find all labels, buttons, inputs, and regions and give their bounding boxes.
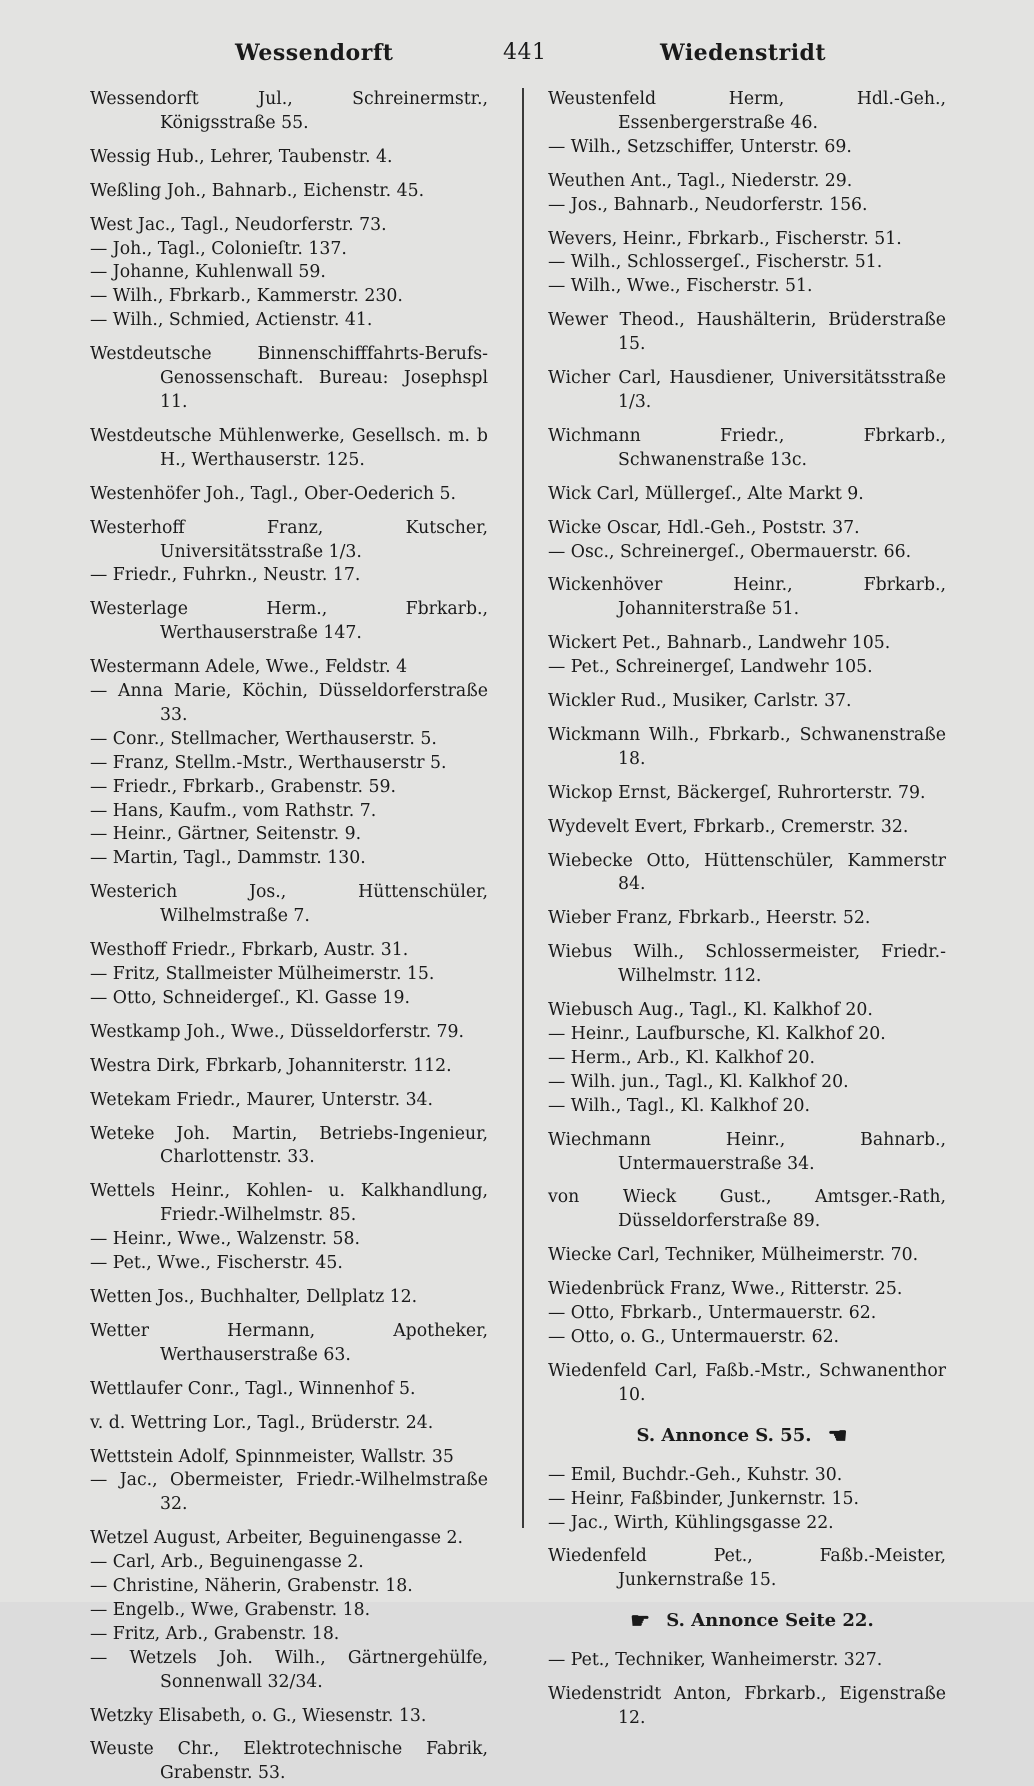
directory-entry: — Otto, o. G., Untermauerstr. 62. [548, 1326, 840, 1347]
directory-entry: — Engelb., Wwe, Grabenstr. 18. [90, 1599, 371, 1620]
right-column-entries-a [548, 88, 946, 1408]
directory-entry: Wiedenfeld Carl, Faßb.-Mstr., Schwanenthor 10. [548, 1360, 946, 1405]
left-column [90, 88, 488, 1786]
directory-entry: — Wilh., Schmied, Actienstr. 41. [90, 310, 373, 331]
directory-entry: — Wilh. jun., Tagl., Kl. Kalkhof 20. [548, 1071, 849, 1092]
directory-entry: Wydevelt Evert, Fbrkarb., Cremerstr. 32. [548, 816, 909, 837]
directory-entry: Wetten Jos., Buchhalter, Dellplatz 12. [90, 1286, 418, 1307]
directory-entry: — Jac., Wirth, Kühlingsgasse 22. [548, 1512, 834, 1533]
page-number: 441 [503, 40, 547, 65]
directory-entry: — Wilh., Setzschiffer, Unterstr. 69. [548, 136, 852, 157]
directory-entry: Westhoff Friedr., Fbrkarb, Austr. 31. [90, 940, 409, 961]
directory-entry: — Fritz, Stallmeister Mülheimerstr. 15. [90, 964, 435, 984]
directory-entry: Wicke Oscar, Hdl.-Geh., Poststr. 37. [548, 517, 860, 538]
directory-entry: Wiechmann Heinr., Bahnarb., Untermauerstraße 34. [548, 1129, 946, 1174]
annonce-notice-1 [548, 1424, 946, 1448]
directory-entry: — Jos., Bahnarb., Neudorferstr. 156. [548, 194, 868, 215]
directory-entry: — Christine, Näherin, Grabenstr. 18. [90, 1576, 413, 1597]
directory-entry: West Jac., Tagl., Neudorferstr. 73. [90, 214, 387, 235]
right-column-entries-c [548, 1649, 946, 1731]
directory-entry: Weuthen Ant., Tagl., Niederstr. 29. [548, 170, 853, 191]
directory-entry: — Friedr., Fuhrkn., Neustr. 17. [90, 565, 361, 586]
directory-entry: Weteke Joh. Martin, Betriebs-Ingenieur, Charlottenstr. 33. [90, 1123, 488, 1168]
directory-entry: Wicher Carl, Hausdiener, Universitätsstraße 1/3. [548, 368, 946, 412]
directory-entry: — Franz, Stellm.-Mstr., Werthauserstr 5. [90, 752, 447, 773]
directory-entry: Wettstein Adolf, Spinnmeister, Wallstr. 35 [90, 1446, 454, 1467]
directory-entry: — Conr., Stellmacher, Werthauserstr. 5. [90, 728, 437, 749]
directory-entry: Wickmann Wilh., Fbrkarb., Schwanenstraße 18. [548, 724, 946, 769]
directory-entry: Wettlaufer Conr., Tagl., Winnenhof 5. [90, 1378, 416, 1399]
directory-entry: Westerhoff Franz, Kutscher, Universitätsstraße 1/3. [90, 517, 488, 562]
directory-entry: — Pet., Wwe., Fischerstr. 45. [90, 1253, 343, 1274]
directory-entry: — Wilh., Wwe., Fischerstr. 51. [548, 276, 813, 297]
directory-entry: — Joh., Tagl., Colonieſtr. 137. [90, 238, 347, 259]
directory-entry: Westermann Adele, Wwe., Feldstr. 4 [90, 657, 408, 678]
page-header [0, 40, 1034, 72]
directory-entry: Wickop Ernst, Bäckergeſ, Ruhrorterstr. 79. [548, 782, 926, 803]
directory-entry: Wieber Franz, Fbrkarb., Heerstr. 52. [548, 908, 871, 929]
right-column-entries-b [548, 1464, 946, 1594]
directory-entry: — Friedr., Fbrkarb., Grabenstr. 59. [90, 776, 397, 797]
directory-entry: — Herm., Arb., Kl. Kalkhof 20. [548, 1047, 816, 1068]
directory-entry: Wiebusch Aug., Tagl., Kl. Kalkhof 20. [548, 1000, 873, 1021]
directory-entry: Weßling Joh., Bahnarb., Eichenstr. 45. [90, 180, 425, 201]
directory-entry: Westdeutsche Mühlenwerke, Gesellsch. m. b H., Werthauserstr. 125. [90, 425, 488, 470]
directory-entry: — Wilh., Schlossergeſ., Fischerstr. 51. [548, 252, 883, 273]
pointing-hand-icon: ☛ [630, 1608, 650, 1635]
directory-entry: — Wilh., Tagl., Kl. Kalkhof 20. [548, 1095, 810, 1116]
directory-entry: Wetzel August, Arbeiter, Beguinengasse 2. [90, 1528, 463, 1549]
directory-entry: Wichmann Friedr., Fbrkarb., Schwanenstraße 13c. [548, 425, 946, 470]
directory-entry: — Heinr., Gärtner, Seitenstr. 9. [90, 824, 362, 845]
directory-entry: — Heinr, Faßbinder, Junkernstr. 15. [548, 1488, 860, 1509]
directory-entry: Westerich Jos., Hüttenschüler, Wilhelmstraße 7. [90, 882, 488, 927]
directory-entry: Westkamp Joh., Wwe., Düsseldorferstr. 79. [90, 1021, 465, 1042]
directory-entry: Wiedenfeld Pet., Faßb.-Meister, Junkernstraße 15. [548, 1546, 946, 1591]
directory-entry: Wick Carl, Müllergeſ., Alte Markt 9. [548, 483, 864, 504]
directory-entry: Wewer Theod., Haushälterin, Brüderstraße 15. [548, 310, 946, 355]
annonce-text-2: S. Annonce Seite 22. [666, 1610, 874, 1632]
directory-entry: Wiedenbrück Franz, Wwe., Ritterstr. 25. [548, 1279, 903, 1300]
directory-entry: — Hans, Kaufm., vom Rathstr. 7. [90, 800, 377, 821]
directory-entry: — Heinr., Laufbursche, Kl. Kalkhof 20. [548, 1024, 886, 1044]
directory-entry: — Osc., Schreinergeſ., Obermauerstr. 66. [548, 541, 912, 562]
directory-entry: — Pet., Schreinergeſ, Landwehr 105. [548, 657, 873, 678]
directory-entry: Wetter Hermann, Apotheker, Werthauserstraße 63. [90, 1320, 488, 1365]
directory-entry: Wetzky Elisabeth, o. G., Wiesenstr. 13. [90, 1705, 427, 1726]
directory-entry: — Johanne, Kuhlenwall 59. [90, 262, 326, 283]
directory-entry: Wickenhöver Heinr., Fbrkarb., Johanniterstraße 51. [548, 575, 946, 620]
directory-entry: Westenhöfer Joh., Tagl., Ober-Oederich 5. [90, 483, 456, 504]
directory-entry: Wessendorft Jul., Schreinermstr., Königsstraße 55. [90, 89, 488, 133]
header-right-keyword: Wiedenstridt [660, 40, 827, 66]
directory-entry: Wetekam Friedr., Maurer, Unterstr. 34. [90, 1089, 434, 1110]
directory-entry: Westerlage Herm., Fbrkarb., Werthauserstraße 147. [90, 599, 488, 644]
annonce-notice-2 [548, 1609, 946, 1633]
directory-entry: Westdeutsche Binnenschifffahrts-Berufs-Genossenschaft. Bureau: Josephspl 11. [90, 344, 488, 412]
directory-entry: — Otto, Schneidergeſ., Kl. Gasse 19. [90, 987, 410, 1008]
directory-entry: — Carl, Arb., Beguinengasse 2. [90, 1552, 364, 1573]
directory-entry: Wickler Rud., Musiker, Carlstr. 37. [548, 691, 852, 712]
directory-entry: Wickert Pet., Bahnarb., Landwehr 105. [548, 633, 891, 654]
directory-entry: Westra Dirk, Fbrkarb, Johanniterstr. 112. [90, 1055, 452, 1076]
column-divider [522, 88, 524, 1528]
directory-entry: v. d. Wettring Lor., Tagl., Brüderstr. 24. [90, 1412, 434, 1433]
directory-entry: — Emil, Buchdr.-Geh., Kuhstr. 30. [548, 1464, 843, 1485]
directory-entry: — Fritz, Arb., Grabenstr. 18. [90, 1623, 340, 1644]
directory-entry: Wevers, Heinr., Fbrkarb., Fischerstr. 51. [548, 228, 902, 249]
directory-entry: von Wieck Gust., Amtsger.-Rath, Düsseldorferstraße 89. [548, 1187, 946, 1232]
directory-entry: — Wilh., Fbrkarb., Kammerstr. 230. [90, 286, 403, 307]
directory-entry: — Heinr., Wwe., Walzenstr. 58. [90, 1229, 361, 1250]
directory-entry: — Pet., Techniker, Wanheimerstr. 327. [548, 1650, 883, 1671]
directory-entry: Weuste Chr., Elektrotechnische Fabrik, Grabenstr. 53. [90, 1739, 488, 1784]
directory-entry: — Martin, Tagl., Dammstr. 130. [90, 848, 366, 869]
directory-entry: — Otto, Fbrkarb., Untermauerstr. 62. [548, 1303, 877, 1324]
directory-entry: — Anna Marie, Köchin, Düsseldorferstraße 33. [90, 681, 488, 725]
annonce-text-1: S. Annonce S. 55. [636, 1424, 812, 1446]
directory-entry: Wiedenstridt Anton, Fbrkarb., Eigenstraße 12. [548, 1684, 946, 1729]
directory-entry: Weustenfeld Herm, Hdl.-Geh., Essenbergerstraße 46. [548, 89, 946, 133]
directory-entry: — Jac., Obermeister, Friedr.-Wilhelmstraße 32. [90, 1470, 488, 1515]
directory-entry: Wettels Heinr., Kohlen- u. Kalkhandlung, Friedr.-Wilhelmstr. 85. [90, 1181, 488, 1226]
right-column [548, 88, 946, 1731]
pointing-hand-icon: ☚ [827, 1422, 848, 1449]
directory-entry: Wiebus Wilh., Schlossermeister, Friedr.-Wilhelmstr. 112. [548, 942, 946, 987]
directory-entry: Wiebecke Otto, Hüttenschüler, Kammerstr 84. [548, 850, 946, 895]
directory-entry: Wiecke Carl, Techniker, Mülheimerstr. 70. [548, 1245, 919, 1266]
header-left-keyword: Wessendorft [235, 40, 394, 66]
directory-entry: — Wetzels Joh. Wilh., Gärtnergehülfe, Sonnenwall 32/34. [90, 1647, 488, 1692]
directory-entry: Wessig Hub., Lehrer, Taubenstr. 4. [90, 146, 393, 167]
